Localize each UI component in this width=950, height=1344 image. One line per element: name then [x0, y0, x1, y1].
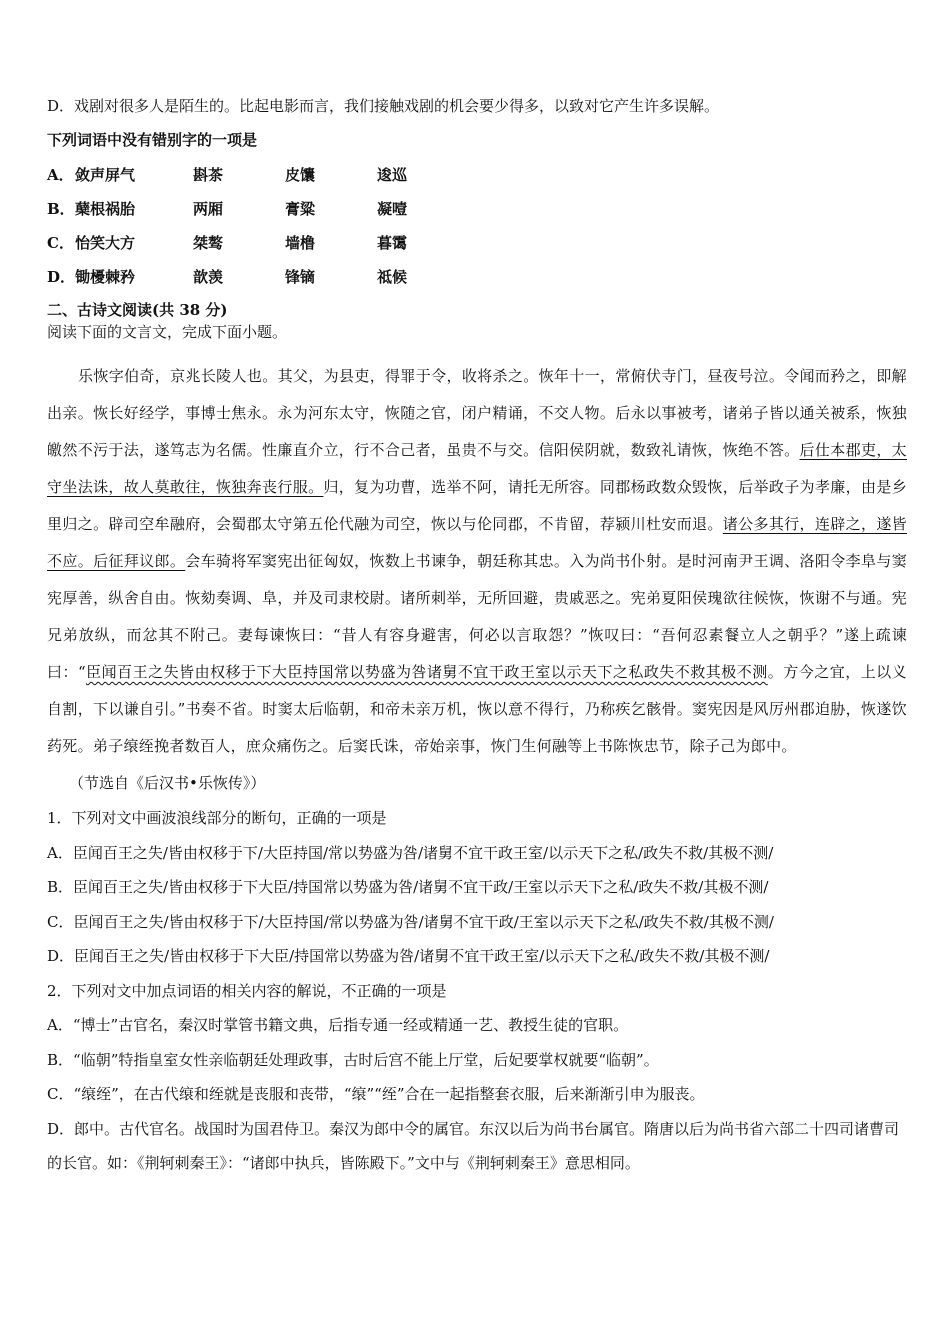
word: 两厢	[193, 200, 224, 218]
word: 桀骜	[193, 234, 224, 252]
exam-page	[47, 96, 907, 1180]
word: 凝噎	[377, 200, 408, 218]
wavy-underlined-sentence: 臣闻百王之失皆由权移于下大臣持国常以势盛为咎诸舅不宜干政王室以示天下之私政失不救其极不测	[85, 663, 768, 681]
option-label: A．	[47, 166, 74, 184]
question-1-option-b: B．臣闻百王之失/皆由权移于下大臣/持国常以势盛为咎/诸舅不宜干政/王室以示天下之私/政失不救/其极不测/	[47, 878, 769, 896]
previous-option-d: D．戏剧对很多人是陌生的。比起电影而言，我们接触戏剧的机会要少得多，以致对它产生许多误解。	[47, 97, 720, 115]
question-1-stem: 1．下列对文中画波浪线部分的断句，正确的一项是	[47, 809, 387, 827]
word: 斟茶	[193, 166, 224, 184]
vocab-option-a	[47, 164, 907, 198]
vocab-option-c	[47, 232, 907, 266]
word: 锋镝	[285, 268, 316, 286]
passage-text: 归，复为功曹，选举不阿，请托无所容。同郡杨政数众毁恢，后举政子为孝廉，由是乡里归之。辟司空牟融府，会蜀郡太守第五伦代融为司空，恢以与伦同郡，不肯留，荐颍川杜安而退。	[47, 478, 908, 533]
word: 皮馕	[285, 166, 316, 184]
passage-text: 乐恢字伯奇，京兆长陵人也。其父，为县吏，得罪于令，收将杀之。恢年十一，常俯伏寺门，昼夜号泣。令闻而矜之，即解出亲。恢长好经学，事博士焦永。永为河东太守，恢随之官，闭户精诵，不交人物。后永以事被考，诸弟子皆以通关被系，恢独皦然不污于法，遂笃志为名儒。性廉直介立，行不合己者，虽贵不与交。信阳侯阴就，数致礼请恢，恢绝不答。	[47, 367, 907, 459]
question-2-option-a: A．“博士”古官名，秦汉时掌管书籍文典，后指专通一经或精通一艺、教授生徒的官职。	[47, 1016, 629, 1034]
option-label: D．	[47, 268, 76, 286]
word: 怡笑大方	[75, 234, 136, 252]
underlined-sentence-2: 诸公多其行，连辟之，遂皆不应。后征拜议郎。	[47, 515, 907, 570]
question-2-option-d: D．郎中。古代官名。战国时为国君侍卫。秦汉为郎中令的属官。东汉以后为尚书台属官。隋唐以后为尚书省六部二十四司诸曹司的长官。如：《荆轲刺秦王》：“诸郎中执兵，皆陈殿下。”文中与《荆轲刺秦王》意思相同。	[47, 1119, 900, 1172]
vocab-option-d	[47, 266, 907, 300]
word: 祗候	[377, 268, 408, 286]
question-2-option-b: B．“临朝”特指皇室女性亲临朝廷处理政事，古时后宫不能上厅堂，后妃要掌权就要“临朝”。	[47, 1050, 659, 1069]
word: 墙橹	[285, 234, 316, 252]
question-2-option-c: C．“缞绖”，在古代缞和绖就是丧服和丧带，“缞”“绖”合在一起指整套衣服，后来渐渐引申为服丧。	[47, 1085, 705, 1103]
word: 敛声屏气	[75, 166, 136, 184]
word: 歆羡	[193, 268, 224, 286]
section-heading: 二、古诗文阅读(共 38 分)	[47, 301, 228, 319]
question-1-option-c: C．臣闻百王之失/皆由权移于下/大臣持国/常以势盛为咎/诸舅不宜干政/王室以示天下之私/政失不救/其极不测/	[47, 912, 774, 931]
vocab-option-b	[47, 198, 907, 232]
word: 锄櫌棘矜	[75, 268, 136, 286]
question-1-option-d: D．臣闻百王之失/皆由权移于下大臣/持国常以势盛为咎/诸舅不宜干政王室/以示天下之私/政失不救/其极不测/	[47, 947, 770, 965]
word: 膏粱	[285, 200, 316, 218]
section-intro: 阅读下面的文言文，完成下面小题。	[47, 323, 288, 341]
word: 逡巡	[377, 166, 408, 184]
classical-passage	[47, 358, 907, 765]
question-1-option-a: A．臣闻百王之失/皆由权移于下/大臣持国/常以势盛为咎/诸舅不宜干政王室/以示天下之私/政失不救/其极不测/	[47, 843, 774, 862]
option-label: C．	[47, 234, 74, 252]
passage-text: 会车骑将军窦宪出征匈奴，恢数上书谏争，朝廷称其忠。入为尚书仆射。是时河南尹王调、洛阳令李阜与窦宪厚善，纵舍自由。恢劾奏调、阜，并及司隶校尉。诸所刺举，无所回避，贵戚恶之。宪弟夏阳侯瑰欲往候恢，恢谢不与通。宪兄弟放纵，而忿其不附己。妻每谏恢曰：“昔人有容身避害，何必以言取怨？”恢叹曰：“吾何忍素餐立人之朝乎？”遂上疏谏曰：“	[47, 552, 908, 681]
word: 暮霭	[377, 234, 408, 252]
vocab-question-title: 下列词语中没有错别字的一项是	[47, 131, 258, 149]
passage-source: （节选自《后汉书•乐恢传》）	[69, 774, 266, 792]
word: 蘖根祸胎	[75, 200, 136, 218]
passage-text: 。方今之宜，上以义自割，下以谦自引。”书奏不省。时窦太后临朝，和帝未亲万机，恢以意不得行，乃称疾乞骸骨。窦宪因是风厉州郡迫胁，恢遂饮药死。弟子缞绖挽者数百人，庶众痛伤之。后窦氏诛，帝始亲事，恢门生何融等上书陈恢忠节，除子己为郎中。	[47, 663, 907, 755]
underlined-sentence-1: 后仕本郡吏，太守坐法诛，故人莫敢往，恢独奔丧行服。	[47, 441, 907, 496]
option-label: B．	[47, 200, 75, 218]
question-2-stem: 2．下列对文中加点词语的相关内容的解说，不正确的一项是	[47, 981, 447, 1000]
